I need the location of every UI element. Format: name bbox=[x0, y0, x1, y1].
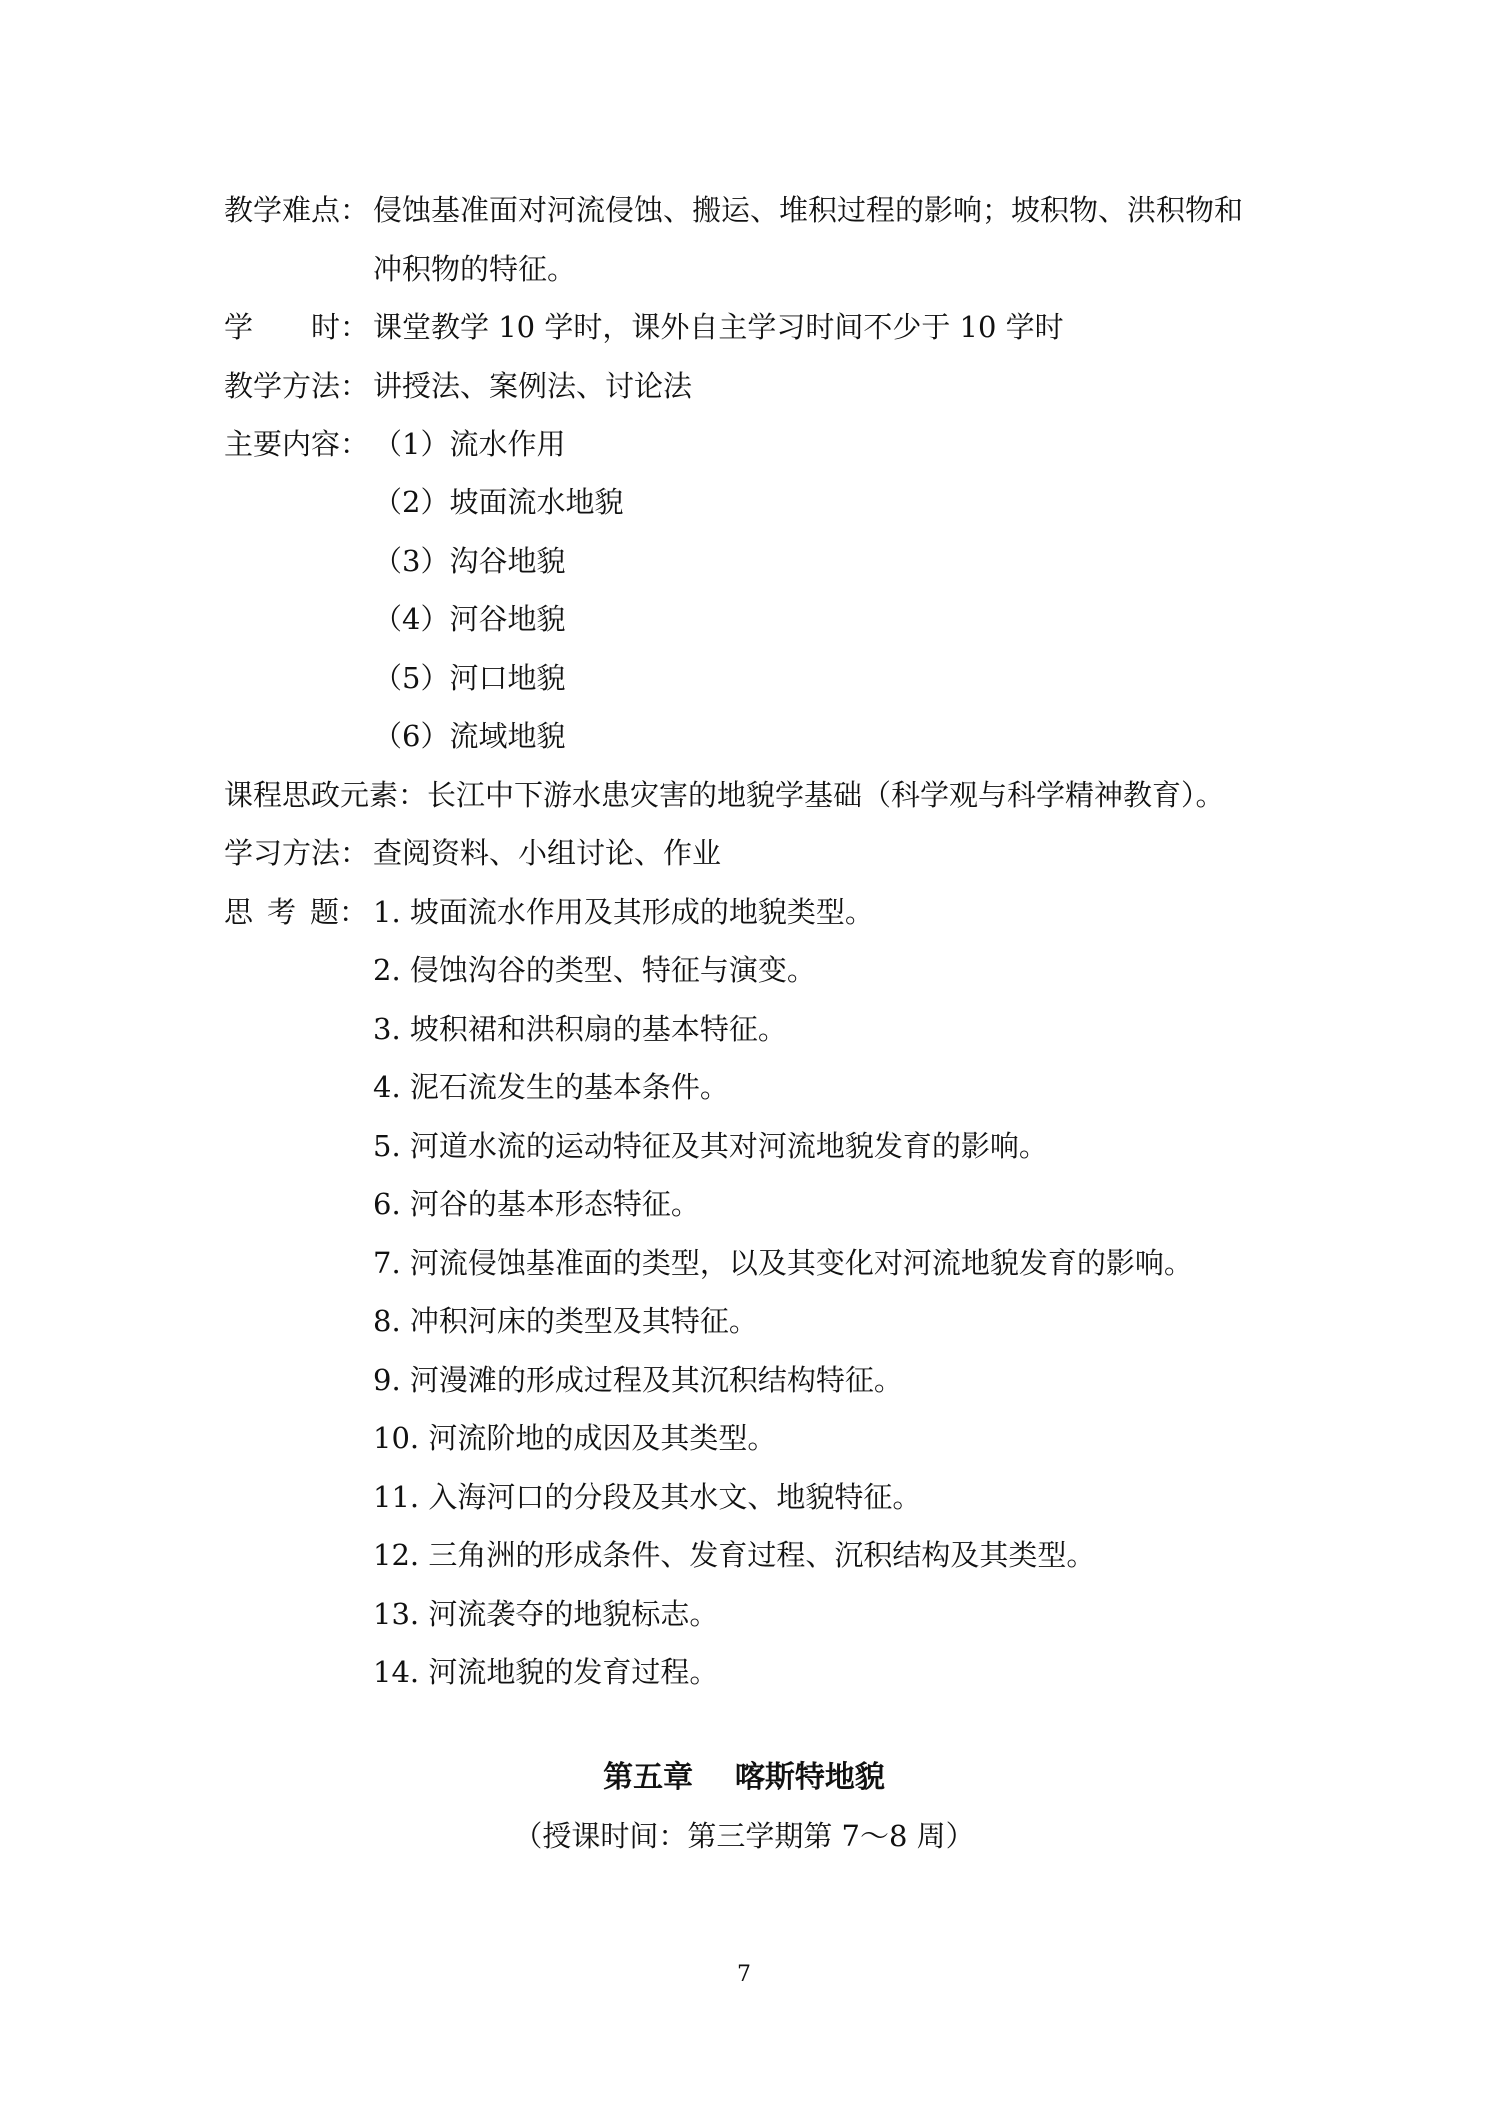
difficulty-text-1: 侵蚀基准面对河流侵蚀、搬运、堆积过程的影响；坡积物、洪积物和 bbox=[373, 193, 1244, 227]
content-item: （3）沟谷地貌 bbox=[373, 544, 566, 578]
questions-line-1 bbox=[224, 892, 874, 932]
methods-line bbox=[224, 366, 692, 406]
methods-label: 教学方法： bbox=[224, 369, 370, 403]
question-item: 12. 三角洲的形成条件、发育过程、沉积结构及其类型。 bbox=[373, 1538, 1096, 1572]
question-item: 11. 入海河口的分段及其水文、地貌特征。 bbox=[373, 1480, 922, 1514]
ideology-label: 课程思政元素： bbox=[224, 778, 428, 812]
hours-label: 学 时： bbox=[224, 310, 370, 344]
question-item: 13. 河流袭夺的地貌标志。 bbox=[373, 1597, 719, 1631]
question-item: 5. 河道水流的运动特征及其对河流地貌发育的影响。 bbox=[373, 1129, 1048, 1163]
question-item: 1. 坡面流水作用及其形成的地貌类型。 bbox=[373, 895, 874, 929]
question-item: 14. 河流地貌的发育过程。 bbox=[373, 1655, 719, 1689]
hours-line bbox=[224, 307, 1064, 347]
chapter-title: 第五章 喀斯特地貌 bbox=[603, 1760, 885, 1795]
question-item: 9. 河漫滩的形成过程及其沉积结构特征。 bbox=[373, 1363, 903, 1397]
ideology-text: 长江中下游水患灾害的地貌学基础（科学观与科学精神教育）。 bbox=[427, 778, 1225, 812]
content-label: 主要内容： bbox=[224, 427, 370, 461]
question-item: 4. 泥石流发生的基本条件。 bbox=[373, 1070, 729, 1104]
question-item: 6. 河谷的基本形态特征。 bbox=[373, 1187, 700, 1221]
content-line-1 bbox=[224, 424, 565, 464]
content-item: （5）河口地貌 bbox=[373, 661, 566, 695]
question-item: 3. 坡积裙和洪积扇的基本特征。 bbox=[373, 1012, 787, 1046]
study-line bbox=[224, 833, 721, 873]
content-item: （4）河谷地貌 bbox=[373, 602, 566, 636]
study-label: 学习方法： bbox=[224, 836, 370, 870]
difficulty-line-1 bbox=[224, 190, 1243, 230]
study-text: 查阅资料、小组讨论、作业 bbox=[373, 836, 722, 870]
page-number: 7 bbox=[737, 1962, 751, 1987]
question-item: 10. 河流阶地的成因及其类型。 bbox=[373, 1421, 777, 1455]
methods-text: 讲授法、案例法、讨论法 bbox=[373, 369, 693, 403]
ideology-line bbox=[224, 775, 1225, 815]
difficulty-text-2: 冲积物的特征。 bbox=[373, 252, 577, 286]
question-item: 2. 侵蚀沟谷的类型、特征与演变。 bbox=[373, 953, 816, 987]
content-item: （1）流水作用 bbox=[373, 427, 566, 461]
question-item: 8. 冲积河床的类型及其特征。 bbox=[373, 1304, 758, 1338]
difficulty-label: 教学难点： bbox=[224, 193, 370, 227]
content-item: （6）流域地貌 bbox=[373, 719, 566, 753]
chapter-time: （授课时间：第三学期第 7～8 周） bbox=[513, 1819, 975, 1853]
question-item: 7. 河流侵蚀基准面的类型，以及其变化对河流地貌发育的影响。 bbox=[373, 1246, 1193, 1280]
hours-text: 课堂教学 10 学时，课外自主学习时间不少于 10 学时 bbox=[373, 310, 1064, 344]
questions-label: 思 考 题： bbox=[224, 895, 369, 929]
content-item: （2）坡面流水地貌 bbox=[373, 485, 624, 519]
